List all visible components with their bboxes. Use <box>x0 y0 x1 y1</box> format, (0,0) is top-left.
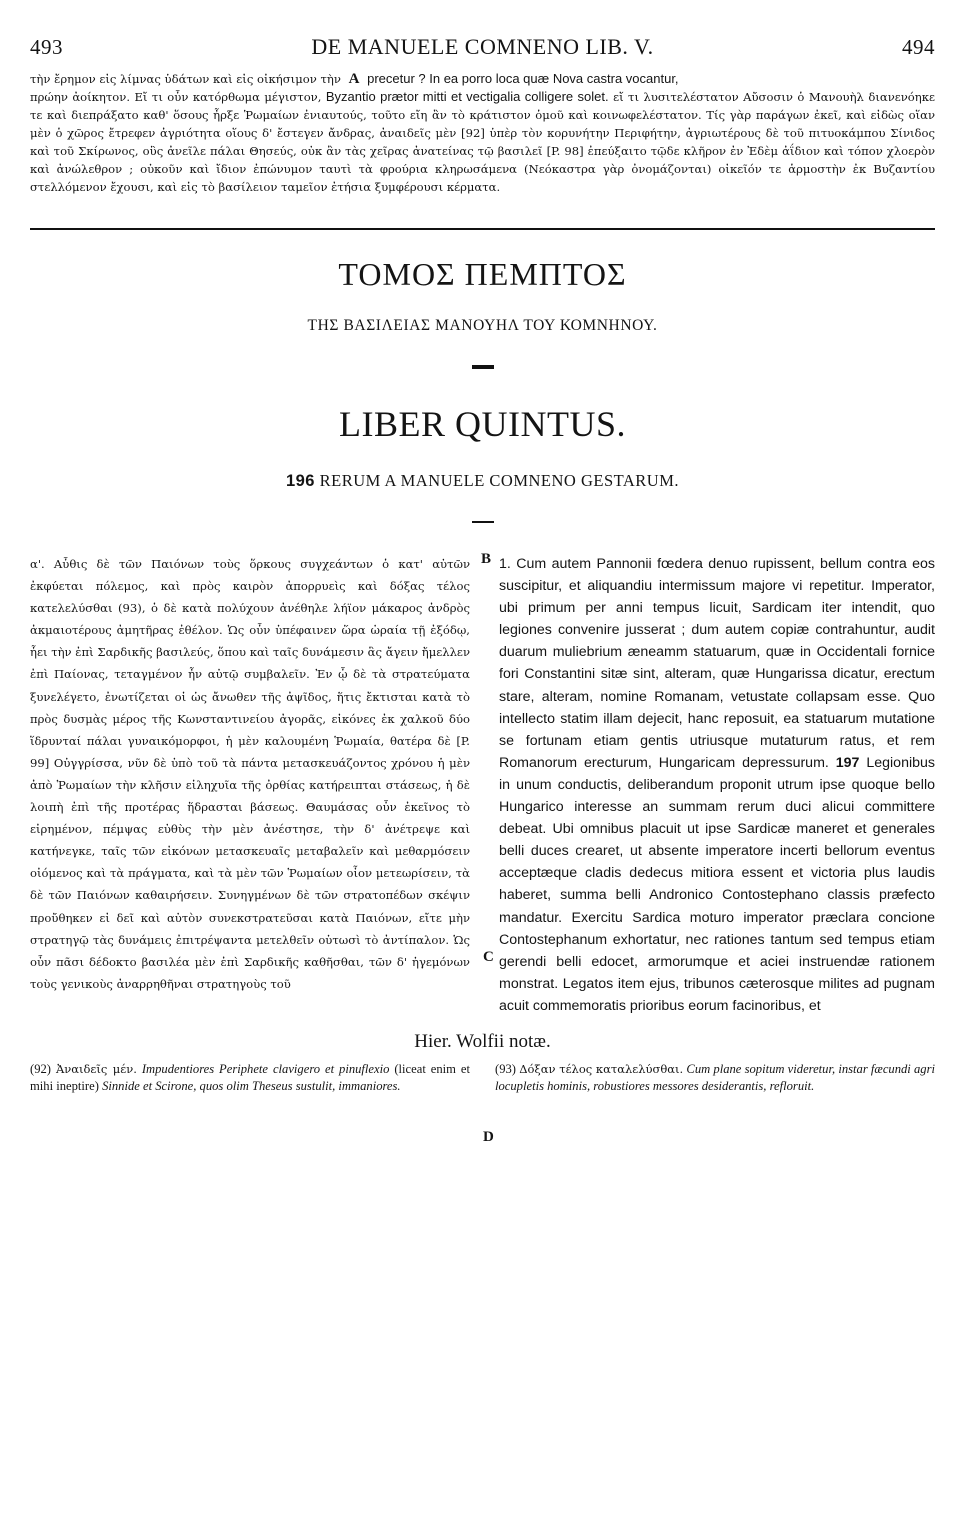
notes-heading: Hier. Wolfii notæ. <box>414 1030 551 1052</box>
right-page-number: 494 <box>902 35 935 59</box>
greek-column: α'. Αὖθις δὲ τῶν Παιόνων τοὺς ὅρκους συγχεάντων ὁ κατ' αὐτῶν ἐκφύεται πόλεμος, καὶ πρὸς καιρὸν ἀπορρυεὶς καὶ δόξας τέλος κατελελύσθαι (93), ὁ δὲ κατὰ πολύχουν ἀνέθηλε λήϊον μάκαρος ἀνδρὸς ἀκμαιοτέρους ἀμητῆρας ἐθέλον. Ὡς οὖν ὑπέφαινεν ὥρα ὡραία τῇ ἐξόδῳ, ἧει τὴν ἐπὶ Σαρδικῆς βασιλεύς, ὅπου καὶ ταῖς δυνάμεσιν ἃς ἄγειν ἤμελλεν ἐπὶ Παίονας, τεταγμένον ἦν αὐτῷ συμβαλεῖν. Ἐν ᾧ δὲ τὰ στρατεύματα ξυνελέγετο, ἐνωτίζεται οἱ ὡς ἄνωθεν τῆς ἀψῖδος, ἥτις ἔκτισται κατὰ τὸ πρὸς δυσμὰς μέρος τῆς Κωνσταντινείου ἀγορᾶς, εἰκόνες ἐκ χαλκοῦ δύο ἵδρυνταί πάλαι γυναικόμορφοι, ἡ μὲν καλουμένη Ῥωμαία, θατέρα δὲ [P. 99] Οὐγγρίσσα, νῦν δὲ ὑπὸ τοῦ τὰ πάντα μετασκευάζοντος χρόνου ἡ μὲν ἀπὸ Ῥωμαίων τὴν κλῆσιν εἰληχυῖα τῆς ὀρθίας κατήρειπται στάσεως, ἡ δὲ λοιπὴ ἐπὶ τῆς προτέρας ἥδρασται βάσεως. Θαυμάσας οὖν ἐκεῖνος τὸ εἰρημένον, πέμψας εὐθὺς τὴν μὲν ἀνέστησε, τὴν δ' ἀνέτρεψε καὶ κατήνεγκε, ταῖς τῶν εἰκόνων μετασκευαῖς μεταβαλεῖν καὶ μεθαρμόσειν οἰόμενος καὶ τὰ πράγματα, καὶ τὰ μὲν τῶν Ῥωμαίων οἷον μετεωρίσειν, τὰ δὲ τῶν Παιόνων καθαιρήσειν. Συνηγμένων δὲ τῶν στρατοπέδων σκέψιν προὔθηκεν εἰ δεῖ καὶ αὐτὸν συνεκστρατεῦσαι κατὰ Παιόνων, εἴτε μὴν στρατηγῷ τὰς δυνάμεις ἐπιτρέψαντα μετελθεῖν οὑτωσὶ τὸ ἀντίπαλον. Ὡς οὖν πᾶσι δέδοκτο βασιλέα μὲν ἐπὶ Σαρδικῆς καθῆσθαι, τῶν δ' ἡγεμόνων τοὺς γενικοὺς ἀναρρηθῆναι στρατηγοὺς τοῦ <box>30 557 470 991</box>
footnotes <box>30 1061 935 1095</box>
liber-heading: LIBER QUINTUS. <box>339 404 626 444</box>
tome-subtitle: ΤΗΣ ΒΑΣΙΛΕΙΑΣ ΜΑΝΟΥΗΛ ΤΟΥ ΚΟΜΝΗΝΟΥ. <box>307 317 658 334</box>
footnote-92-plain: (liceat enim et mihi ineptire) <box>30 1061 470 1093</box>
footnote-92-italic-2: Sinnide et Scirone, quos olim Theseus sustulit, immaniores. <box>102 1078 401 1093</box>
top-latin-line-2: Byzantio prætor mitti et vectigalia colligere solet. <box>325 89 609 104</box>
rerum-text: RERUM A MANUELE COMNENO GESTARUM. <box>319 471 680 490</box>
latin-part-1: 1. Cum autem Pannonii fœdera denuo rupissent, bellum contra eos suscipitur, et aliquandiu intermissum majore vi repetitur. Imperator, ubi primum per anni tempus licuit, Sardicam iter intendit, quo legiones convenire jusserat ; dum autem copiæ contrahuntur, audit duarum muliebrium æneamm statuarum, quæ in Occidentali fornice fori Constantini sitæ sint, alteram, quæ Hungarissa dicatur, erectum stare, alteram, nomine Romanam, vetustate collapsam esse. Quo intellecto statim illam dejecit, hanc reposuit, ea statuarum mutatione se fortunam etiam gentis utriusque mutaturum ratus, et rem Romanorum erecturum, Hungaricam depressurum. <box>499 556 935 771</box>
footnote-93-greek: Δόξαν τέλος καταλελύσθαι. <box>519 1061 684 1076</box>
footnote-93-italic: Cum plane sopitum videretur, instar fæcundi agri locupletis hominis, robustiores messores desiderantis, refloruit. <box>495 1061 935 1093</box>
footnote-92 <box>30 1061 470 1095</box>
top-greek-line-2: πρώην ἀοίκητον. Εἴ τι οὖν κατόρθωμα μέγιστον, <box>30 90 322 104</box>
footnote-92-italic-1: Impudentiores Periphete clavigero et pinuflexio <box>141 1061 390 1076</box>
running-header <box>30 34 935 60</box>
latin-part-2: Legionibus in unum conductis, deliberandum proponit utrum ipse quoque bello Hungarico interesse an summam rerum duci alicui committere debeat. Ubi omnibus placuit ut ipse Sardicæ maneret et generales belli duces crearet, ut absente imperatore incerti bellorum eventus acceptæque cladis dedecus mitiora essent et victoria plus laudis haberet, summa belli Andronico Contostephano classis præfecto mandatur. Exercitu Sardica moturo imperator præclara concione Contostephanum exhortatur, nec rationes tantum sed tempus etiam gerendi belli edocet, armorumque et aciei instruendæ rationem monstrat. Legatos item ejus, tribunos cæterosque milites ad pugnam acuit commemoratis prioribus eorum facinoribus, et <box>499 754 935 1014</box>
margin-letter-d: D <box>483 1129 494 1145</box>
latin-column <box>499 553 935 1017</box>
tome-title: ΤΟΜΟΣ ΠΕΜΠΤΟΣ <box>338 256 627 292</box>
footnote-92-greek: Ἀναιδεῖς μέν. <box>55 1061 137 1076</box>
margin-letter-c: C <box>483 949 494 965</box>
margin-letter-a: A <box>348 71 360 87</box>
footnote-92-label: (92) <box>30 1061 51 1076</box>
top-latin-line-1: precetur ? In ea porro loca quæ Nova castra vocantur, <box>367 71 679 86</box>
margin-letter-b: B <box>481 551 492 567</box>
top-greek-line-1: τὴν ἔρημον εἰς λίμνας ὑδάτων καὶ εἰς οἰκήσιμον τὴν <box>30 72 341 86</box>
rerum-number: 196 <box>285 472 315 490</box>
left-page-number: 493 <box>30 35 63 59</box>
top-greek-paragraph: εἴ τι λυσιτελέστατον Αὔσοσιν ὁ Μανουὴλ διανενόηκε τε καὶ διεπράξατο καθ' ὅσους ἦρξε Ῥωμαίων ἐνιαυτούς, τοῦτο εἴη ἂν τὸ κράτιστον ὁμοῦ καὶ κοινωφελέστατον. Τίς γὰρ παράγων ἐκεῖ, καὶ εἰδὼς οἵαν μὲν ὁ χῶρος ἔτρεφεν ἀγριότητα οἵους δ' ἔστεγεν ἄνδρας, ἀναιδεῖς μὲν [92] ὑπὲρ τὸν κορυνήτην Περιφήτην, ἀγριωτέρους δὲ τοῦ πιτυοκάμπου Σίνιδος καὶ τοῦ Σκίρωνος, οὓς ἀνεῖλε πάλαι Θησεύς, οὐκ ἂν τὰς χεῖρας ἀνατείνας τῷ βασιλεῖ [P. 98] ἐπεύξαιτο τῷδε κλῆρον ἐν Ἐδὲμ ἀΐδιον καὶ τόπον χλοερὸν καὶ ἀνώλεθρον ; οὐκοῦν καὶ ἴδιον ἐπώνυμον ταυτὶ τὰ φρούρια κληρωσάμενα (Νεόκαστρα γὰρ ὀνομάζονται) οἰκεῖόν τε ἁρμοστὴν ἐκ Βυζαντίου στελλόμενον ἔχουσι, καὶ εἰς τὸ βασίλειον ταμεῖον ἐτήσια ξυμφέρουσι κέρματα. <box>30 90 935 194</box>
ornament-dash <box>472 365 494 369</box>
section-rule <box>30 228 935 230</box>
short-rule <box>472 521 494 523</box>
book-page <box>30 34 935 1145</box>
latin-section-number: 197 <box>835 754 860 771</box>
footnote-93 <box>495 1061 935 1095</box>
footnote-93-label: (93) <box>495 1061 516 1076</box>
continuation-block <box>30 70 935 196</box>
rerum-heading <box>30 471 935 491</box>
running-title: DE MANUELE COMNENO LIB. V. <box>311 34 654 59</box>
